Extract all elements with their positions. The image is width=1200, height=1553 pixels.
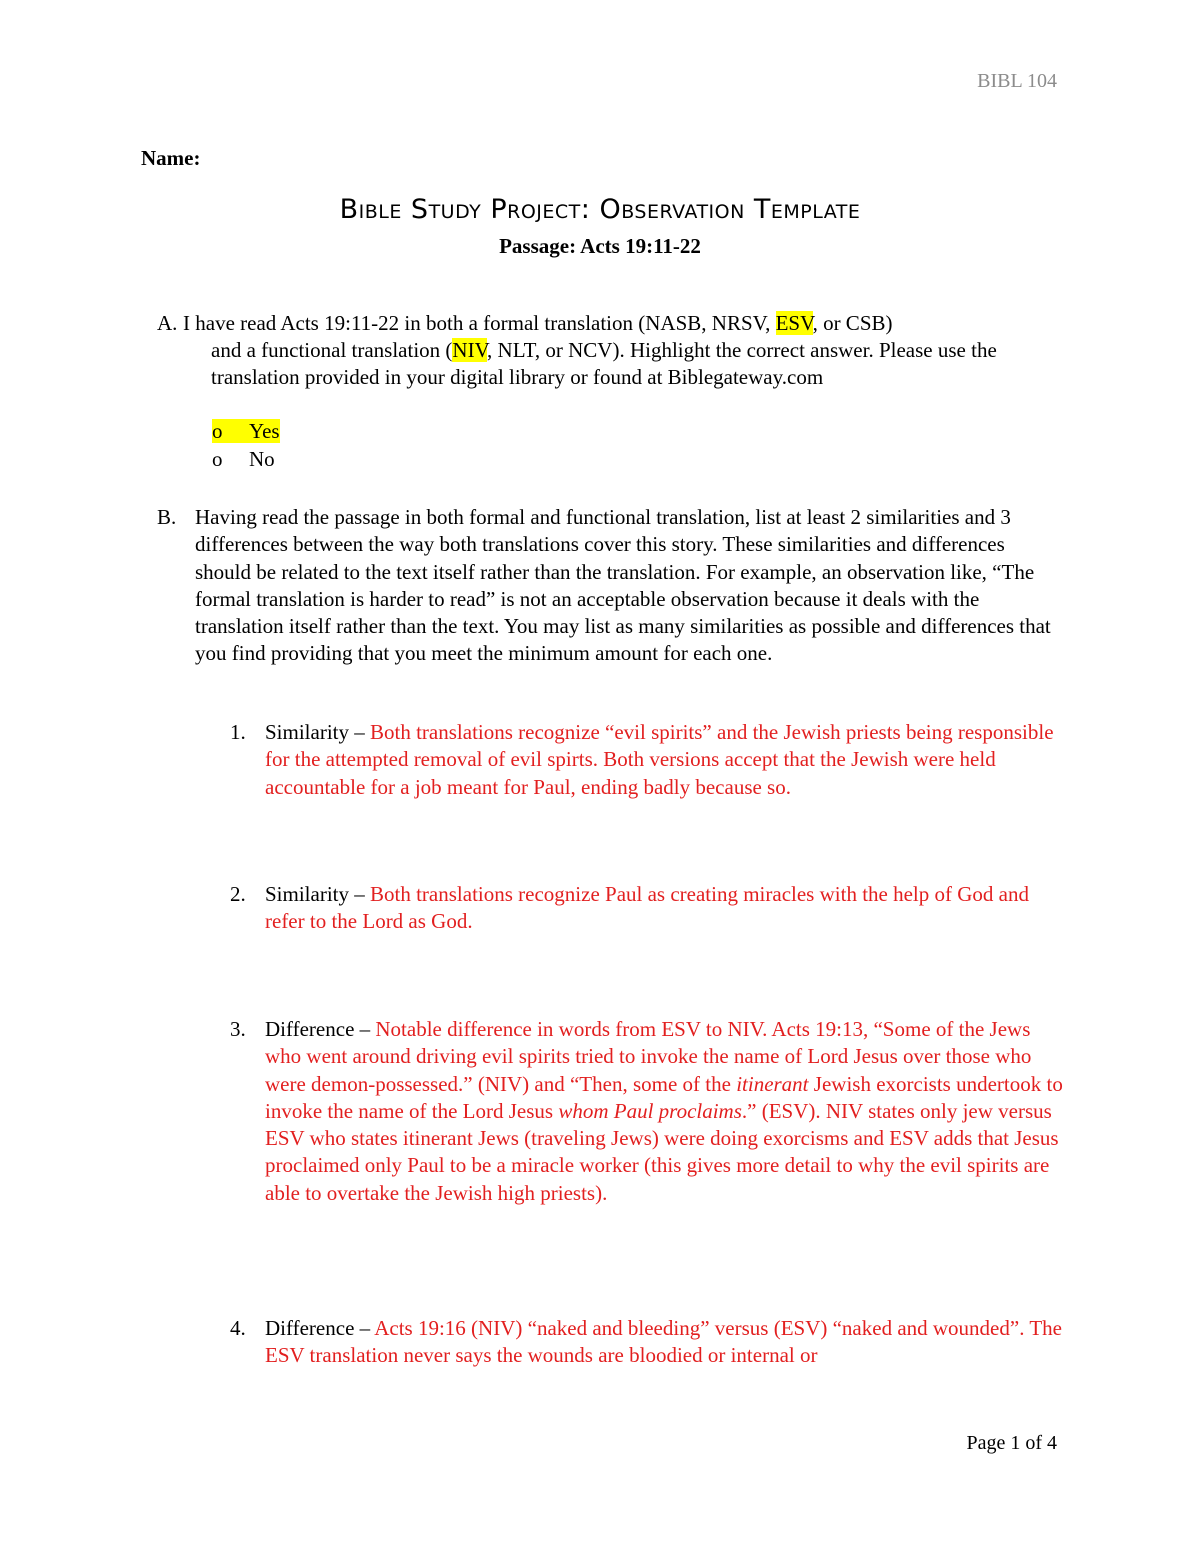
section-b-instructions: Having read the passage in both formal and functional translation, list at least 2 similarities and 3 differences between the way both translations cover this story. These similarities and differences should be related to the text itself rather than the translation. For example, an observation like, “The formal translation is harder to read” is not an acceptable observation because it deals with the translation itself rather than the text. You may list as many similarities as possible and differences that you find providing that you meet the minimum amount for each one. [195, 505, 1051, 666]
item-answer: Both translations recognize “evil spirits” and the Jewish priests being responsible for the attempted removal of evil spirts. Both versions accept that the Jewish were held accountable for a job meant for Paul, ending badly because so. [265, 720, 1054, 799]
name-label: Name: [141, 146, 201, 170]
option-yes[interactable] [212, 418, 280, 445]
list-item [265, 881, 1065, 936]
item-answer-part: Jewish exorcists undertook to invoke the name of the Lord Jesus [265, 1071, 1063, 1123]
list-item [265, 719, 1065, 801]
option-yes-label: Yes [249, 419, 280, 443]
course-code: BIBL 104 [977, 70, 1057, 92]
item-number: 4. [230, 1316, 246, 1340]
item-answer-part: Notable difference in words from ESV to NIV. Acts 19:13, “Some of the Jews who went around driving evil spirits tried to invoke the name of Lord Jesus over those who were demon-possessed.” (NIV) and “Then, some of the [265, 1017, 1032, 1096]
list-item [265, 1016, 1065, 1207]
highlight-esv: ESV [775, 311, 813, 335]
section-a-text-3: and a functional translation ( [211, 338, 453, 362]
item-label: Similarity – [265, 882, 370, 906]
item-number: 2. [230, 882, 246, 906]
item-answer-italic: itinerant [736, 1071, 809, 1096]
option-bullet: o [212, 419, 223, 443]
item-number: 3. [230, 1017, 246, 1041]
item-number: 1. [230, 720, 246, 744]
section-a-continuation [211, 337, 1071, 392]
item-answer: Both translations recognize Paul as creating miracles with the help of God and refer to the Lord as God. [265, 882, 1029, 934]
section-a-text-2: , or CSB) [812, 311, 893, 335]
section-a-line-1 [183, 310, 1063, 337]
option-no-label: No [249, 447, 275, 471]
highlight-niv: NIV [452, 338, 488, 362]
item-answer-italic: whom Paul proclaims [558, 1098, 742, 1123]
item-label: Difference – [265, 1017, 376, 1041]
passage-subtitle: Passage: Acts 19:11-22 [499, 234, 701, 258]
item-answer: Acts 19:16 (NIV) “naked and bleeding” versus (ESV) “naked and wounded”. The ESV translation never says the wounds are bloodied or internal or [265, 1316, 1062, 1368]
section-a-text-1: I have read Acts 19:11-22 in both a formal translation (NASB, NRSV, [183, 311, 776, 335]
section-a-letter: A. [157, 311, 178, 335]
page-title: Bible Study Project: Observation Template [339, 194, 861, 225]
item-label: Similarity – [265, 720, 370, 744]
item-answer-part: .” (ESV). NIV states only jew versus ESV who states itinerant Jews (traveling Jews) were doing exorcisms and ESV adds that Jesus proclaimed only Paul to be a miracle worker (this gives more detail to why the evil spirits are able to overtake the Jewish high priests). [265, 1098, 1059, 1205]
page-number: Page 1 of 4 [966, 1432, 1057, 1454]
item-label: Difference – [265, 1316, 375, 1340]
option-bullet: o [212, 447, 223, 471]
item-answer [265, 1017, 1063, 1205]
section-a-text-4: , NLT, or NCV). Highlight the correct answer. Please use the translation provided in your digital library or found at Biblegateway.com [211, 338, 997, 390]
option-no[interactable] [212, 446, 275, 473]
list-item [265, 1315, 1065, 1370]
section-b-letter: B. [157, 505, 177, 529]
